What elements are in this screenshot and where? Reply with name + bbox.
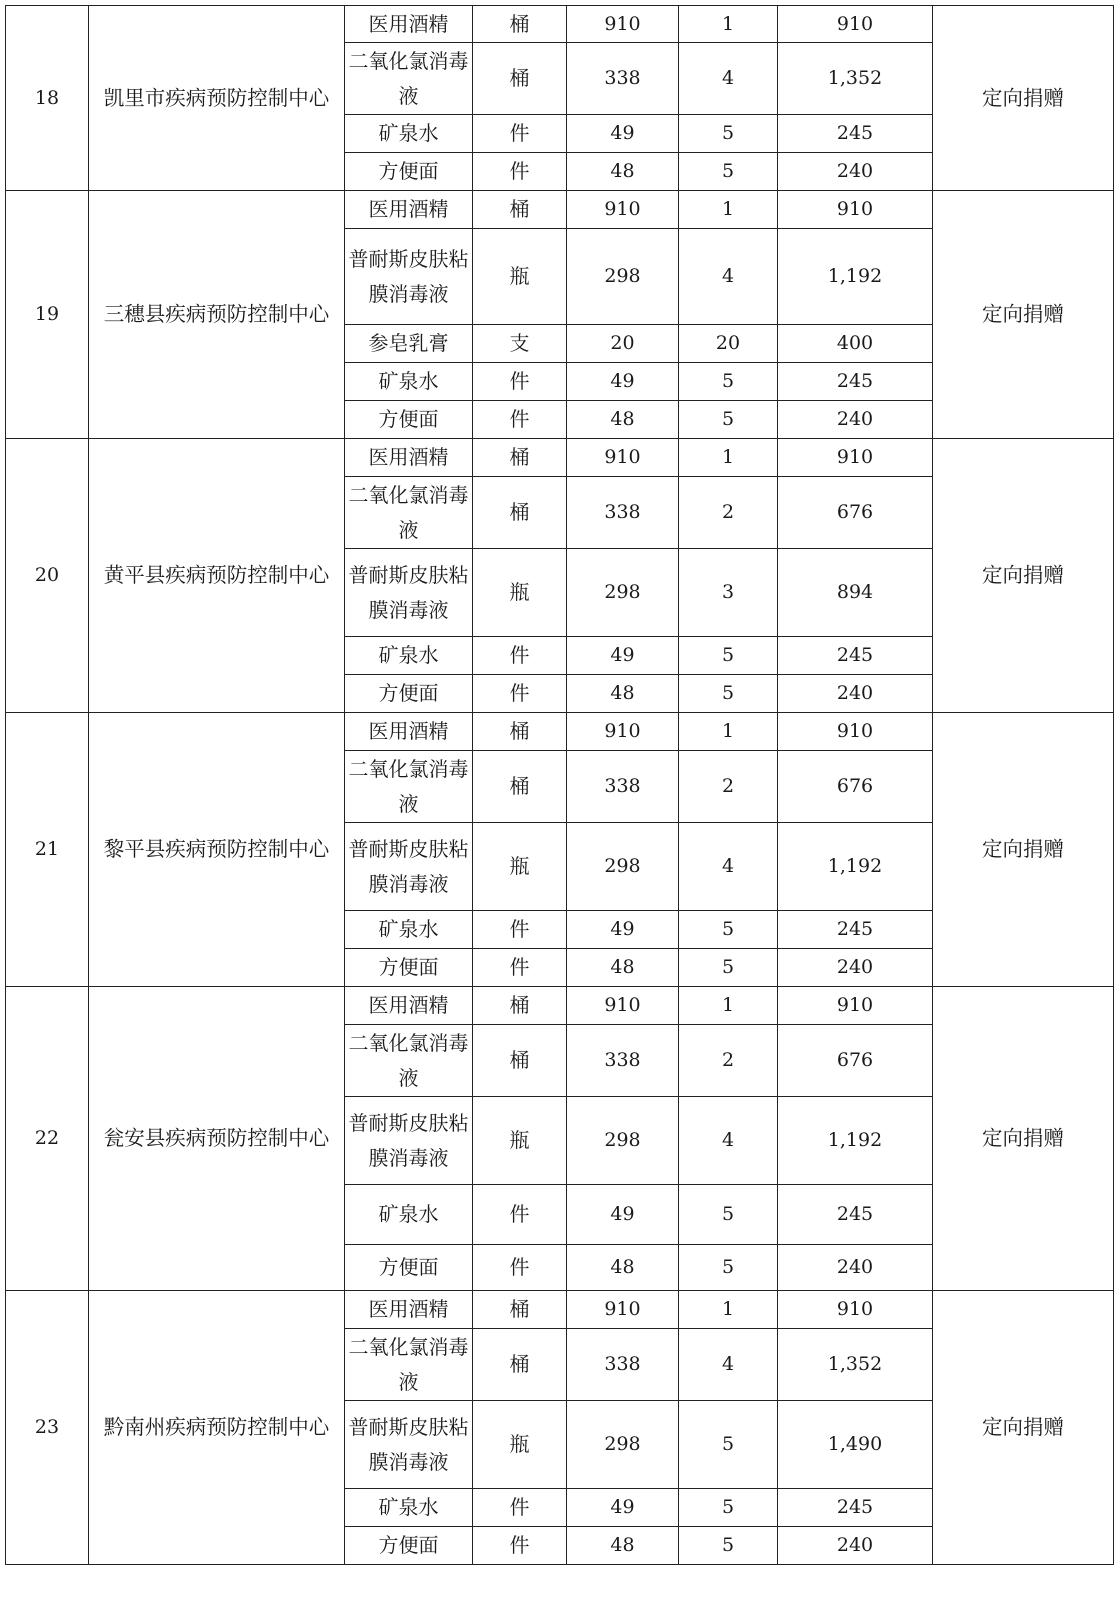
item-unit: 桶 <box>473 477 567 549</box>
item-name: 参皂乳膏 <box>345 325 473 363</box>
donation-purpose: 定向捐赠 <box>933 6 1114 191</box>
item-unit: 件 <box>473 363 567 401</box>
item-name: 普耐斯皮肤粘膜消毒液 <box>345 1401 473 1489</box>
item-quantity: 5 <box>679 675 778 713</box>
table-body <box>6 6 1114 1565</box>
table-row <box>6 439 1114 477</box>
item-unit: 件 <box>473 675 567 713</box>
organization-name: 黔南州疾病预防控制中心 <box>89 1291 345 1565</box>
item-name: 二氧化氯消毒液 <box>345 1329 473 1401</box>
item-unit: 件 <box>473 911 567 949</box>
item-amount: 676 <box>778 1025 933 1097</box>
item-amount: 910 <box>778 987 933 1025</box>
organization-name: 三穗县疾病预防控制中心 <box>89 191 345 439</box>
item-unit: 件 <box>473 1489 567 1527</box>
item-amount: 910 <box>778 6 933 43</box>
unit-price: 910 <box>567 713 679 751</box>
unit-price: 49 <box>567 1489 679 1527</box>
item-amount: 240 <box>778 153 933 191</box>
item-unit: 桶 <box>473 191 567 229</box>
item-unit: 件 <box>473 115 567 153</box>
item-unit: 件 <box>473 401 567 439</box>
unit-price: 49 <box>567 1185 679 1245</box>
item-name: 方便面 <box>345 1245 473 1291</box>
donation-table <box>5 5 1114 1565</box>
unit-price: 298 <box>567 823 679 911</box>
item-amount: 894 <box>778 549 933 637</box>
unit-price: 48 <box>567 401 679 439</box>
row-index: 18 <box>6 6 89 191</box>
item-unit: 桶 <box>473 6 567 43</box>
item-amount: 1,192 <box>778 1097 933 1185</box>
item-quantity: 5 <box>679 1401 778 1489</box>
table-row <box>6 713 1114 751</box>
item-amount: 676 <box>778 751 933 823</box>
unit-price: 49 <box>567 637 679 675</box>
item-name: 医用酒精 <box>345 1291 473 1329</box>
row-index: 23 <box>6 1291 89 1565</box>
organization-name: 黄平县疾病预防控制中心 <box>89 439 345 713</box>
item-unit: 桶 <box>473 751 567 823</box>
item-unit: 支 <box>473 325 567 363</box>
unit-price: 298 <box>567 549 679 637</box>
item-quantity: 4 <box>679 43 778 115</box>
item-amount: 240 <box>778 675 933 713</box>
item-amount: 910 <box>778 1291 933 1329</box>
unit-price: 910 <box>567 191 679 229</box>
item-name: 矿泉水 <box>345 115 473 153</box>
row-index: 22 <box>6 987 89 1291</box>
table-row <box>6 6 1114 43</box>
item-quantity: 3 <box>679 549 778 637</box>
item-unit: 瓶 <box>473 1401 567 1489</box>
item-name: 普耐斯皮肤粘膜消毒液 <box>345 229 473 325</box>
unit-price: 48 <box>567 1527 679 1565</box>
item-unit: 件 <box>473 1245 567 1291</box>
item-amount: 245 <box>778 1185 933 1245</box>
item-quantity: 1 <box>679 439 778 477</box>
item-quantity: 4 <box>679 229 778 325</box>
item-name: 方便面 <box>345 401 473 439</box>
item-amount: 676 <box>778 477 933 549</box>
organization-name: 瓮安县疾病预防控制中心 <box>89 987 345 1291</box>
item-unit: 件 <box>473 1185 567 1245</box>
unit-price: 48 <box>567 675 679 713</box>
item-name: 矿泉水 <box>345 1185 473 1245</box>
item-name: 矿泉水 <box>345 363 473 401</box>
item-quantity: 5 <box>679 153 778 191</box>
unit-price: 48 <box>567 949 679 987</box>
item-unit: 桶 <box>473 43 567 115</box>
item-unit: 瓶 <box>473 229 567 325</box>
item-name: 矿泉水 <box>345 1489 473 1527</box>
item-quantity: 5 <box>679 911 778 949</box>
item-quantity: 1 <box>679 987 778 1025</box>
item-amount: 245 <box>778 911 933 949</box>
unit-price: 298 <box>567 1401 679 1489</box>
unit-price: 910 <box>567 439 679 477</box>
item-name: 医用酒精 <box>345 987 473 1025</box>
table-row <box>6 191 1114 229</box>
donation-purpose: 定向捐赠 <box>933 987 1114 1291</box>
item-name: 医用酒精 <box>345 191 473 229</box>
item-quantity: 2 <box>679 477 778 549</box>
item-name: 矿泉水 <box>345 637 473 675</box>
unit-price: 338 <box>567 43 679 115</box>
item-name: 普耐斯皮肤粘膜消毒液 <box>345 823 473 911</box>
unit-price: 49 <box>567 115 679 153</box>
item-quantity: 4 <box>679 1097 778 1185</box>
unit-price: 48 <box>567 153 679 191</box>
unit-price: 910 <box>567 1291 679 1329</box>
item-quantity: 5 <box>679 401 778 439</box>
item-amount: 240 <box>778 949 933 987</box>
row-index: 20 <box>6 439 89 713</box>
item-quantity: 5 <box>679 1489 778 1527</box>
table-row <box>6 1291 1114 1329</box>
item-amount: 910 <box>778 191 933 229</box>
donation-purpose: 定向捐赠 <box>933 713 1114 987</box>
item-amount: 910 <box>778 713 933 751</box>
item-quantity: 1 <box>679 1291 778 1329</box>
item-quantity: 20 <box>679 325 778 363</box>
item-quantity: 4 <box>679 1329 778 1401</box>
item-unit: 瓶 <box>473 549 567 637</box>
item-amount: 910 <box>778 439 933 477</box>
item-amount: 1,192 <box>778 229 933 325</box>
item-quantity: 5 <box>679 949 778 987</box>
unit-price: 49 <box>567 911 679 949</box>
item-quantity: 5 <box>679 1185 778 1245</box>
organization-name: 黎平县疾病预防控制中心 <box>89 713 345 987</box>
item-quantity: 5 <box>679 1527 778 1565</box>
unit-price: 298 <box>567 229 679 325</box>
item-quantity: 4 <box>679 823 778 911</box>
item-unit: 桶 <box>473 987 567 1025</box>
item-amount: 240 <box>778 1245 933 1291</box>
unit-price: 338 <box>567 1025 679 1097</box>
item-amount: 1,192 <box>778 823 933 911</box>
item-name: 医用酒精 <box>345 713 473 751</box>
unit-price: 48 <box>567 1245 679 1291</box>
item-amount: 400 <box>778 325 933 363</box>
item-unit: 件 <box>473 1527 567 1565</box>
item-amount: 240 <box>778 1527 933 1565</box>
item-quantity: 2 <box>679 1025 778 1097</box>
item-unit: 桶 <box>473 439 567 477</box>
unit-price: 298 <box>567 1097 679 1185</box>
unit-price: 20 <box>567 325 679 363</box>
item-name: 二氧化氯消毒液 <box>345 1025 473 1097</box>
item-unit: 件 <box>473 949 567 987</box>
item-amount: 1,352 <box>778 43 933 115</box>
item-unit: 件 <box>473 637 567 675</box>
donation-purpose: 定向捐赠 <box>933 439 1114 713</box>
item-unit: 桶 <box>473 713 567 751</box>
item-amount: 1,490 <box>778 1401 933 1489</box>
item-quantity: 5 <box>679 1245 778 1291</box>
item-quantity: 2 <box>679 751 778 823</box>
item-unit: 瓶 <box>473 1097 567 1185</box>
item-quantity: 5 <box>679 363 778 401</box>
item-name: 矿泉水 <box>345 911 473 949</box>
item-name: 医用酒精 <box>345 439 473 477</box>
item-name: 医用酒精 <box>345 6 473 43</box>
item-amount: 245 <box>778 1489 933 1527</box>
unit-price: 338 <box>567 751 679 823</box>
unit-price: 910 <box>567 987 679 1025</box>
table-row <box>6 987 1114 1025</box>
item-name: 普耐斯皮肤粘膜消毒液 <box>345 1097 473 1185</box>
unit-price: 910 <box>567 6 679 43</box>
donation-purpose: 定向捐赠 <box>933 191 1114 439</box>
row-index: 21 <box>6 713 89 987</box>
item-quantity: 1 <box>679 6 778 43</box>
item-amount: 245 <box>778 637 933 675</box>
item-name: 二氧化氯消毒液 <box>345 43 473 115</box>
item-name: 二氧化氯消毒液 <box>345 477 473 549</box>
unit-price: 338 <box>567 1329 679 1401</box>
item-name: 二氧化氯消毒液 <box>345 751 473 823</box>
item-unit: 桶 <box>473 1025 567 1097</box>
item-name: 方便面 <box>345 949 473 987</box>
item-quantity: 5 <box>679 115 778 153</box>
unit-price: 338 <box>567 477 679 549</box>
item-amount: 245 <box>778 363 933 401</box>
organization-name: 凯里市疾病预防控制中心 <box>89 6 345 191</box>
unit-price: 49 <box>567 363 679 401</box>
item-name: 方便面 <box>345 153 473 191</box>
item-name: 方便面 <box>345 675 473 713</box>
donation-purpose: 定向捐赠 <box>933 1291 1114 1565</box>
item-unit: 桶 <box>473 1329 567 1401</box>
item-amount: 245 <box>778 115 933 153</box>
item-unit: 件 <box>473 153 567 191</box>
row-index: 19 <box>6 191 89 439</box>
item-unit: 瓶 <box>473 823 567 911</box>
item-quantity: 5 <box>679 637 778 675</box>
item-amount: 240 <box>778 401 933 439</box>
item-quantity: 1 <box>679 713 778 751</box>
item-name: 方便面 <box>345 1527 473 1565</box>
item-amount: 1,352 <box>778 1329 933 1401</box>
item-unit: 桶 <box>473 1291 567 1329</box>
item-quantity: 1 <box>679 191 778 229</box>
item-name: 普耐斯皮肤粘膜消毒液 <box>345 549 473 637</box>
